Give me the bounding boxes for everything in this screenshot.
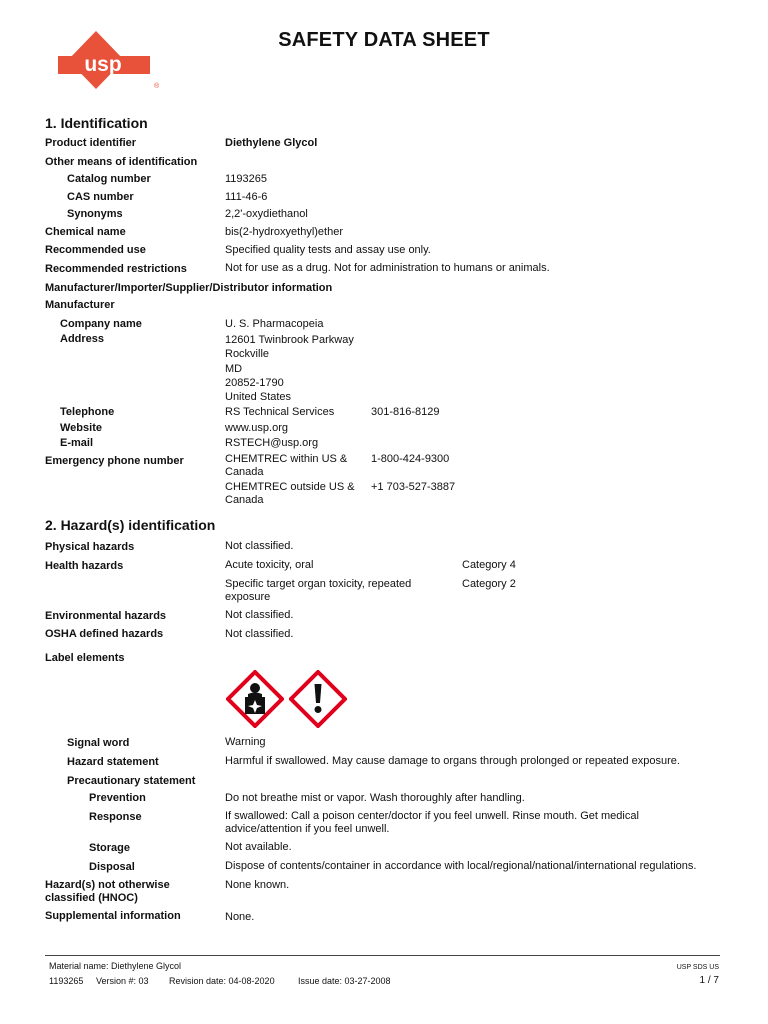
address-label: Address [60,333,105,345]
website-label: Website [60,422,102,434]
telephone-label: Telephone [60,406,115,418]
synonyms-value: 2,2'-oxydiethanol [225,208,308,220]
company-name-label: Company name [60,318,142,330]
footer-catalog: 1193265 [49,976,84,986]
footer-material-name: Material name: Diethylene Glycol [49,961,182,971]
health-hazard-icon [226,670,284,728]
precautionary-statement-label: Precautionary statement [67,775,196,787]
email-link[interactable]: RSTECH@usp.org [225,437,319,449]
disposal-label: Disposal [89,861,135,873]
chemical-name-label: Chemical name [45,226,126,238]
physical-hazards-value: Not classified. [225,540,294,552]
footer-divider [45,955,720,956]
response-label: Response [89,811,142,823]
recommended-restrictions-label: Recommended restrictions [45,263,187,275]
response-value: If swallowed: Call a poison center/doctor if you feel unwell. Rinse mouth. Get medical advice/attention if you feel unwell. [225,810,639,835]
registered-mark: ® [154,83,160,90]
hnoc-label: Hazard(s) not otherwise classified (HNOC) [45,879,170,904]
osha-hazards-value: Not classified. [225,628,294,640]
chemical-name-value: bis(2-hydroxyethyl)ether [225,226,343,238]
manufacturer-info-label: Manufacturer/Importer/Supplier/Distributor information [45,282,333,294]
storage-label: Storage [89,842,130,854]
supplemental-info-label: Supplemental information [45,910,181,922]
hazard-statement-value: Harmful if swallowed. May cause damage to organs through prolonged or repeated exposure. [225,755,680,767]
other-means-label: Other means of identification [45,156,198,168]
footer-version: Version #: 03 [96,976,149,986]
product-identifier-label: Product identifier [45,137,137,149]
disposal-value: Dispose of contents/container in accordance with local/regional/national/international regulations. [225,860,697,872]
address-value: 12601 Twinbrook Parkway Rockville MD 20852-1790 United States [225,334,354,404]
emergency-2-name: CHEMTREC outside US & Canada [225,481,355,506]
health-hazards-label: Health hazards [45,560,124,572]
environmental-hazards-value: Not classified. [225,609,294,621]
catalog-number-label: Catalog number [67,173,151,185]
email-label: E-mail [60,437,94,449]
environmental-hazards-label: Environmental hazards [45,610,167,622]
usp-logo-text: usp [84,53,122,76]
section-1-heading: 1. Identification [45,115,148,131]
footer-sds-label: USP SDS US [676,964,719,971]
recommended-use-label: Recommended use [45,244,146,256]
health-hazard-1: Acute toxicity, oral [225,559,314,571]
physical-hazards-label: Physical hazards [45,541,135,553]
manufacturer-label: Manufacturer [45,299,115,311]
hnoc-value: None known. [225,879,290,891]
signal-word-value: Warning [225,736,266,748]
prevention-value: Do not breathe mist or vapor. Wash thoroughly after handling. [225,792,525,804]
emergency-1-name: CHEMTREC within US & Canada [225,453,348,478]
emergency-2-number[interactable]: +1 703-527-3887 [371,481,456,493]
prevention-label: Prevention [89,792,146,804]
website-link[interactable]: www.usp.org [225,422,288,434]
catalog-number-value: 1193265 [225,173,268,185]
company-name-value: U. S. Pharmacopeia [225,318,324,330]
health-hazard-2-category: Category 2 [462,578,516,590]
health-hazard-2: Specific target organ toxicity, repeated exposure [225,578,412,603]
hazard-statement-label: Hazard statement [67,756,159,768]
document-title: SAFETY DATA SHEET [278,29,490,51]
exclamation-mark-icon [289,670,347,728]
health-hazard-1-category: Category 4 [462,559,516,571]
footer-issue-date: Issue date: 03-27-2008 [298,976,391,986]
telephone-service: RS Technical Services [225,406,335,418]
synonyms-label: Synonyms [67,208,123,220]
telephone-number[interactable]: 301-816-8129 [371,406,440,418]
signal-word-label: Signal word [67,737,130,749]
label-elements-label: Label elements [45,652,125,664]
recommended-restrictions-value: Not for use as a drug. Not for administration to humans or animals. [225,262,550,274]
emergency-phone-label: Emergency phone number [45,455,184,467]
footer-page-number: 1 / 7 [699,975,719,986]
emergency-1-number[interactable]: 1-800-424-9300 [371,453,450,465]
osha-hazards-label: OSHA defined hazards [45,628,164,640]
cas-number-label: CAS number [67,191,134,203]
recommended-use-value: Specified quality tests and assay use only. [225,244,431,256]
section-2-heading: 2. Hazard(s) identification [45,517,216,533]
storage-value: Not available. [225,841,292,853]
supplemental-info-value: None. [225,911,255,923]
footer-revision-date: Revision date: 04-08-2020 [169,976,275,986]
product-identifier-value: Diethylene Glycol [225,137,318,149]
cas-number-value: 111-46-6 [225,191,268,203]
